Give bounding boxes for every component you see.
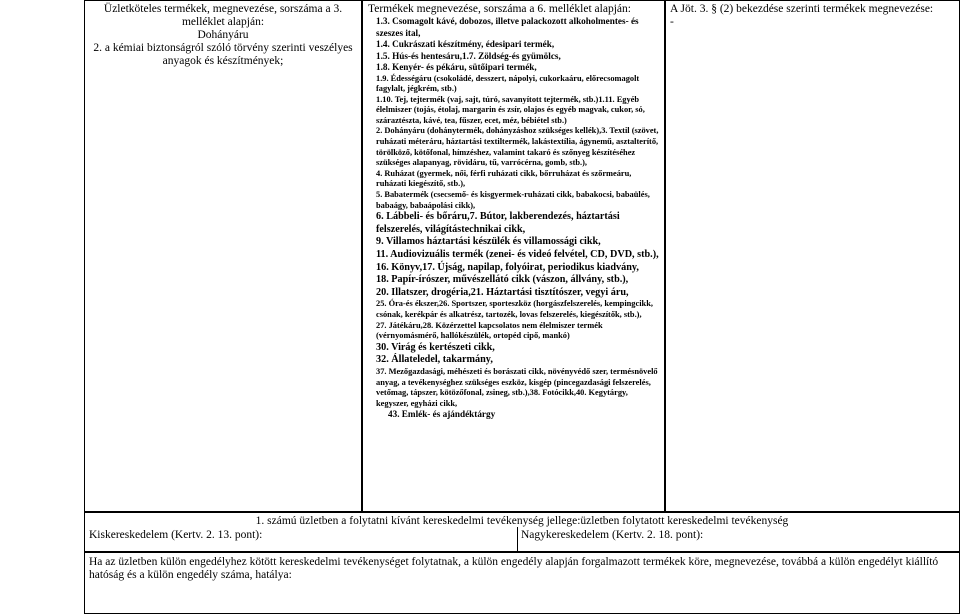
special-license-text: Ha az üzletben külön engedélyhez kötött kereskedelmi tevékenységet folytatnak, a külön engedély alapján forgalmazott termékek köre, megnevezése, továbbá a külön engedélyt kiállító hatóság és a külön engedély száma, hatálya: [89, 556, 939, 581]
col1-chemicals: 2. a kémiai biztonságról szóló törvény szerinti veszélyes anyagok és készítmények; [93, 42, 353, 67]
activity-divider [517, 527, 518, 552]
list-item: 32. Állateledel, takarmány, [376, 354, 493, 366]
list-item: 18. Papír-írószer, művészellátó cikk (vászon, állvány, stb.), [376, 274, 629, 286]
col2-heading: Termékek megnevezése, sorszáma a 6. melléklet alapján: [368, 3, 631, 15]
list-item: 1.3. Csomagolt kávé, dobozos, illetve palackozott alkoholmentes- és szeszes ital, [376, 16, 639, 38]
activity-type-row [84, 512, 960, 552]
retail-label: Kiskereskedelem (Kertv. 2. 13. pont): [89, 529, 263, 541]
list-item: 1.10. Tej, tejtermék (vaj, sajt, túró, savanyított tejtermék, stb.)1.11. Egyéb élelmiszer (tojás, étolaj, margarin és zsír, olajos és egyéb magvak, cukor, só, száraztészta, kávé, tea, fűszer, ecet, méz, bébiétel stb.) [376, 94, 645, 125]
list-item: 1.8. Kenyér- és pékáru, sütőipari termék, [376, 62, 537, 72]
list-item: 9. Villamos háztartási készülék és villamossági cikk, [376, 236, 601, 248]
list-item: 1.4. Cukrászati készítmény, édesipari termék, [376, 39, 555, 49]
col1-tobacco: Dohányáru [197, 29, 249, 41]
list-item: 1.5. Hús-és hentesáru,1.7. Zöldség-és gyümölcs, [376, 50, 561, 61]
col1-heading: Üzletköteles termékek, megnevezése, sorszáma a 3. melléklet alapján: [103, 3, 343, 28]
list-item: 43. Emlék- és ajándéktárgy [388, 409, 496, 420]
list-item: 5. Babatermék (csecsemő- és kisgyermek-ruházati cikk, babakocsi, babaülés, babaágy, babaápolási cikk), [376, 190, 650, 210]
column-product-list [362, 0, 665, 512]
product-list [368, 16, 659, 421]
list-item: 37. Mezőgazdasági, méhészeti és borászati cikk, növényvédő szer, termésnövelő anyag, a tevékenységhez szükséges eszköz, kisgép (pincegazdasági felszerelés, vetőmag, tápszer, kötözőfonal, zsineg, stb.),38. Fotócikk,40. Kegytárgy, kegyszer, egyházi cikk, [376, 366, 658, 408]
list-item: 2. Dohányáru (dohánytermék, dohányzáshoz szükséges kellék),3. Textil (szövet, ruházati méteráru, háztartási textiltermék, lakástextília, ágynemű, asztalterítő, törölköző, kötőfonal, hímzéshez, valamint takaró és szőnyeg készítéséhez szükséges alapanyag, rövidáru, tű, varrócérna, gomb, stb.), [376, 126, 659, 168]
special-license-row [84, 552, 960, 614]
list-item: 4. Ruházat (gyermek, női, férfi ruházati cikk, bőrruházat és szőrmeáru, ruházati kiegészítő, stb.), [376, 168, 632, 189]
list-item: 20. Illatszer, drogéria,21. Háztartási tisztítószer, vegyi áru, [376, 286, 629, 298]
list-item: 6. Lábbeli- és bőráru,7. Bútor, lakberendezés, háztartási felszerelés, világítástechnikai cikk, [376, 211, 620, 235]
list-item: 1.9. Édességáru (csokoládé, desszert, nápolyi, cukorkaáru, előrecsomagolt fagylalt, jégkrém, stb.) [376, 73, 640, 94]
column-excise-products [665, 0, 960, 512]
list-item: 16. Könyv,17. Újság, napilap, folyóirat, periodikus kiadvány, [376, 261, 639, 273]
list-item: 11. Audiovizuális termék (zenei- és videó felvétel, CD, DVD, stb.), [376, 249, 659, 260]
list-item: 25. Óra-és ékszer,26. Sportszer, sporteszköz (horgászfelszerelés, kempingcikk, csónak, kerékpár és alkatrész, tartozék, lovas felszerelés, kiegészítők, stb.), [376, 299, 653, 319]
column-store-licensed-products [84, 0, 362, 512]
col3-heading: A Jöt. 3. § (2) bekezdése szerinti termékek megnevezése: [670, 3, 934, 15]
activity-type-title: 1. számú üzletben a folytatni kívánt kereskedelmi tevékenység jellege:üzletben folytatott kereskedelmi tevékenység [255, 515, 789, 527]
col3-value: - [670, 16, 674, 28]
list-item: 30. Virág és kertészeti cikk, [376, 341, 495, 353]
wholesale-label: Nagykereskedelem (Kertv. 2. 18. pont): [521, 529, 704, 541]
list-item: 27. Játékáru,28. Közérzettel kapcsolatos nem élelmiszer termék (vérnyomásmérő, hallókészülék, ortopéd cipő, mankó) [376, 320, 603, 341]
